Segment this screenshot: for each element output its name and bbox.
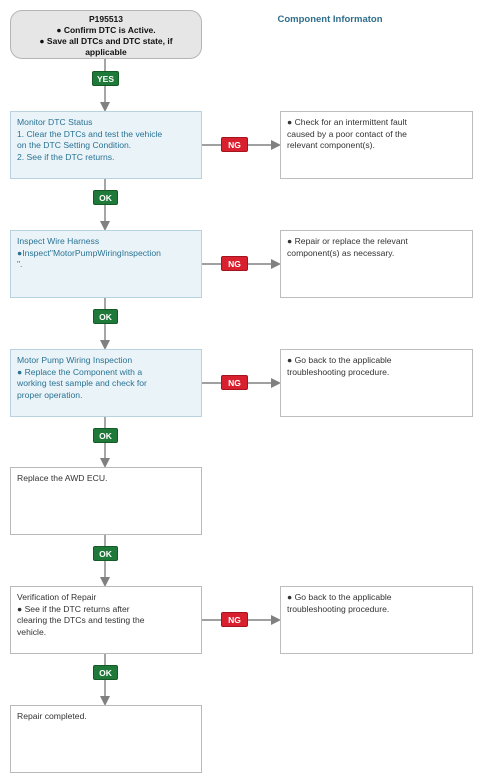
yes-badge: YES [92, 71, 119, 86]
ng-badge-3: NG [221, 375, 248, 390]
step-verification-of-repair [10, 586, 202, 654]
dtc-code: P195513 [88, 14, 124, 24]
note-1-line-1: ● Check for an intermittent fault [287, 117, 407, 127]
note-4-line-1: ● Go back to the applicable [287, 592, 392, 602]
start-line-2: ● Save all DTCs and DTC state, if [39, 36, 173, 46]
step-1-line-1: 1. Clear the DTCs and test the vehicle [17, 128, 163, 139]
ok-badge-3: OK [93, 428, 118, 443]
step-2-heading: Inspect Wire Harness [17, 236, 100, 246]
step-1-heading: Monitor DTC Status [17, 117, 93, 127]
step-3-heading: Motor Pump Wiring Inspection [17, 355, 133, 365]
step-1-line-2: on the DTC Setting Condition. [17, 140, 132, 151]
start-line-3: applicable [85, 47, 127, 57]
step-3-line-2: working test sample and check for [17, 378, 147, 389]
step-5-line-3: vehicle. [17, 626, 47, 637]
step-4-text: Replace the AWD ECU. [17, 473, 108, 483]
ng-badge-4: NG [221, 612, 248, 627]
component-information-title: Component Informaton [277, 14, 383, 25]
step-2-line-2: ". [17, 259, 23, 270]
ok-badge-4: OK [93, 546, 118, 561]
note-3-line-2: troubleshooting procedure. [287, 366, 390, 377]
note-1-line-2: caused by a poor contact of the [287, 128, 407, 139]
note-go-back-2 [280, 586, 473, 654]
step-replace-awd-ecu [10, 467, 202, 535]
note-2-line-2: component(s) as necessary. [287, 247, 395, 258]
note-1-line-3: relevant component(s). [287, 140, 375, 151]
note-repair-replace [280, 230, 473, 298]
step-inspect-wire-harness [10, 230, 202, 298]
note-intermittent-fault [280, 111, 473, 179]
step-motor-pump-wiring-inspection [10, 349, 202, 417]
note-2-line-1: ● Repair or replace the relevant [287, 236, 408, 246]
note-go-back-1 [280, 349, 473, 417]
step-monitor-dtc-status [10, 111, 202, 179]
start-line-1: ● Confirm DTC is Active. [56, 25, 156, 35]
step-6-text: Repair completed. [17, 711, 87, 721]
note-3-line-1: ● Go back to the applicable [287, 355, 392, 365]
step-3-line-3: proper operation. [17, 389, 83, 400]
ok-badge-5: OK [93, 665, 118, 680]
step-5-line-1: ● See if the DTC returns after [17, 603, 130, 614]
step-5-heading: Verification of Repair [17, 592, 97, 602]
ng-badge-1: NG [221, 137, 248, 152]
step-1-line-3: 2. See if the DTC returns. [17, 151, 115, 162]
step-repair-completed [10, 705, 202, 773]
ng-badge-2: NG [221, 256, 248, 271]
ok-badge-2: OK [93, 309, 118, 324]
start-node [10, 10, 202, 59]
step-5-line-2: clearing the DTCs and testing the [17, 615, 145, 626]
step-2-line-1: ●Inspect"MotorPumpWiringInspection [17, 247, 161, 258]
ok-badge-1: OK [93, 190, 118, 205]
note-4-line-2: troubleshooting procedure. [287, 603, 390, 614]
step-3-line-1: ● Replace the Component with a [17, 366, 143, 377]
